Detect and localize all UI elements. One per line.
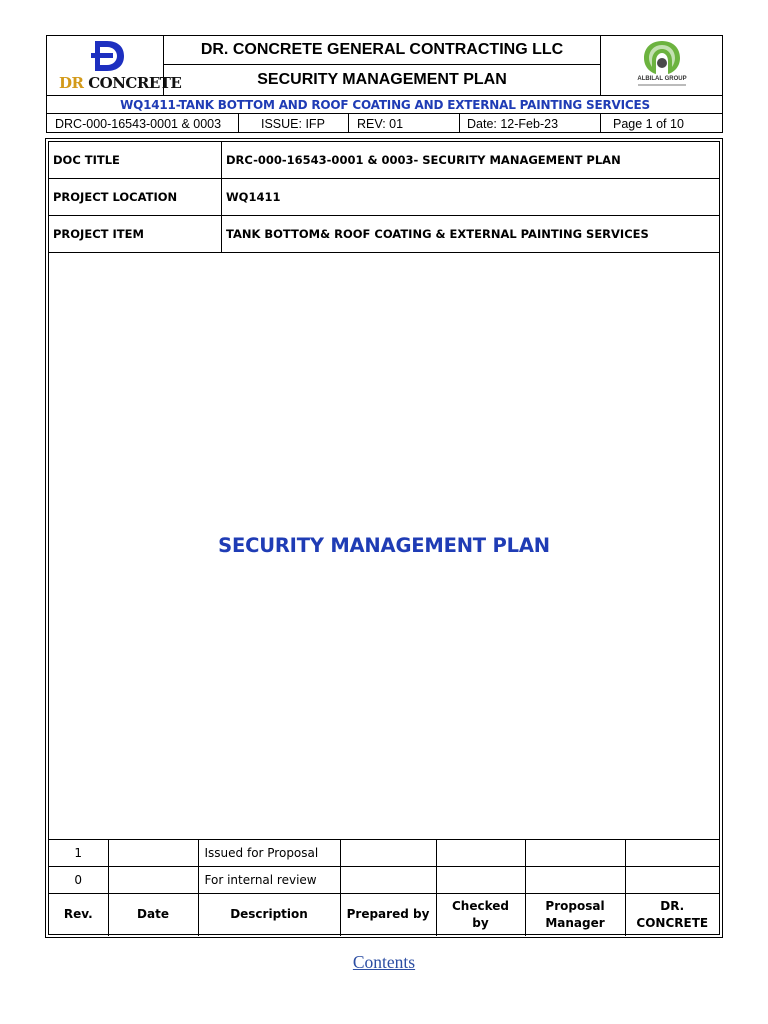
table-row — [49, 867, 719, 894]
header-description: Description — [198, 894, 340, 936]
proposal-cell — [525, 840, 625, 867]
issue-date: Date: 12-Feb-23 — [460, 114, 601, 133]
drc-cell — [625, 840, 719, 867]
document-meta-row — [47, 114, 723, 133]
page-number: Page 1 of 10 — [613, 116, 684, 131]
cover-page — [45, 138, 723, 938]
revision-number: REV: 01 — [349, 114, 460, 133]
project-line: WQ1411-TANK BOTTOM AND ROOF COATING AND EXTERNAL PAINTING SERVICES — [47, 96, 723, 114]
date-cell — [108, 867, 198, 894]
partner-logo-tagline — [638, 84, 686, 86]
date-cell — [108, 840, 198, 867]
info-value: DRC-000-16543-0001 & 0003- SECURITY MANAGEMENT PLAN — [226, 153, 621, 167]
document-header — [46, 35, 723, 133]
company-logo — [47, 36, 182, 96]
info-value: TANK BOTTOM& ROOF COATING & EXTERNAL PAINTING SERVICES — [226, 227, 649, 241]
doc-number: DRC-000-16543-0001 & 0003 — [47, 114, 239, 133]
header-proposal-manager: Proposal Manager — [525, 894, 625, 936]
table-header-row — [49, 894, 719, 936]
prepared-cell — [340, 840, 436, 867]
issue-status: ISSUE: IFP — [239, 114, 349, 133]
logo-wordmark: DR CONCRETE — [59, 73, 182, 92]
contents-link[interactable]: Contents — [352, 952, 416, 972]
info-row-project-item — [49, 216, 719, 253]
info-row-doc-title — [49, 142, 719, 179]
proposal-cell — [525, 867, 625, 894]
header-prepared-by: Prepared by — [340, 894, 436, 936]
table-row — [49, 840, 719, 867]
info-key: DOC TITLE — [49, 142, 222, 178]
albilal-group-logo-icon — [642, 39, 682, 75]
info-key: PROJECT LOCATION — [49, 179, 222, 215]
header-checked-by: Checked by — [436, 894, 525, 936]
document-title: SECURITY MANAGEMENT PLAN — [218, 534, 550, 557]
plan-title: SECURITY MANAGEMENT PLAN — [164, 65, 601, 96]
dr-concrete-logo-icon — [91, 40, 125, 72]
info-row-project-location — [49, 179, 719, 216]
rev-cell: 0 — [49, 867, 108, 894]
description-cell: For internal review — [198, 867, 340, 894]
info-value: WQ1411 — [226, 190, 281, 204]
drc-cell — [625, 867, 719, 894]
rev-cell: 1 — [49, 840, 108, 867]
checked-cell — [436, 840, 525, 867]
partner-logo-label: ALBILAL GROUP — [637, 75, 687, 82]
revision-table — [49, 839, 719, 936]
partner-logo — [601, 36, 723, 96]
info-key: PROJECT ITEM — [49, 216, 222, 252]
description-cell: Issued for Proposal — [198, 840, 340, 867]
checked-cell — [436, 867, 525, 894]
header-rev: Rev. — [49, 894, 108, 936]
company-name: DR. CONCRETE GENERAL CONTRACTING LLC — [164, 36, 601, 65]
prepared-cell — [340, 867, 436, 894]
header-dr-concrete: DR. CONCRETE — [625, 894, 719, 936]
header-date: Date — [108, 894, 198, 936]
